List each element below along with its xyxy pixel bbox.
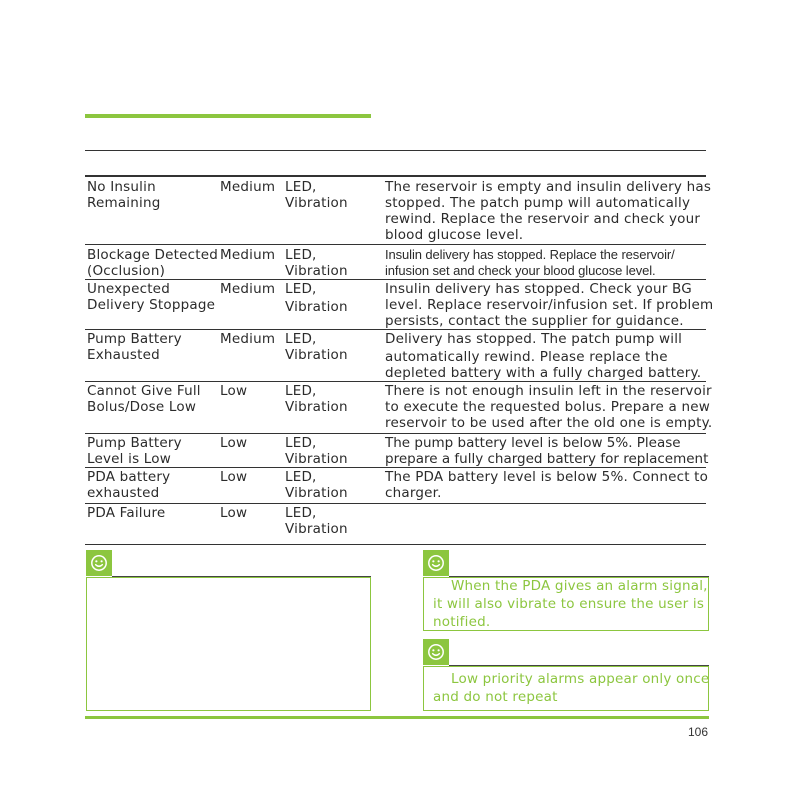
- alarm-priority: Medium: [220, 247, 276, 263]
- row-divider: [85, 279, 706, 280]
- footer-accent-bar: [85, 716, 709, 719]
- alarm-name: Pump Battery Exhausted: [87, 331, 182, 363]
- row-divider: [85, 381, 706, 382]
- alarm-description: Insulin delivery has stopped. Check your BG level. Replace reservoir/infusion set. If problem persists, contact the supplier for guidance.: [385, 281, 714, 329]
- alarm-priority: Medium: [220, 281, 276, 297]
- alarm-name: PDA Failure: [87, 505, 166, 521]
- alarm-name: Blockage Detected (Occlusion): [87, 247, 219, 279]
- tip-text: When the PDA gives an alarm signal, it will also vibrate to ensure the user is notified.: [433, 578, 708, 630]
- table-bottom-rule: [85, 544, 706, 545]
- alarm-priority: Low: [220, 383, 248, 399]
- row-divider: [85, 329, 706, 330]
- alarm-name: Unexpected Delivery Stoppage: [87, 281, 216, 313]
- alarm-priority: Low: [220, 505, 248, 521]
- alarm-indicator: LED, Vibration: [285, 247, 348, 279]
- smiley-icon: [423, 550, 449, 576]
- alarm-description: There is not enough insulin left in the reservoir to execute the requested bolus. Prepare a new reservoir to be used after the old one is empty.: [385, 383, 713, 431]
- smiley-icon: [423, 639, 449, 665]
- alarm-priority: Medium: [220, 331, 276, 347]
- alarm-indicator: LED, Vibration: [285, 505, 348, 537]
- alarm-name: PDA battery exhausted: [87, 469, 171, 501]
- alarm-name: No Insulin Remaining: [87, 179, 161, 211]
- alarm-indicator: LED, Vibration: [285, 331, 348, 363]
- alarm-indicator: LED, Vibration: [285, 281, 348, 315]
- alarm-priority: Medium: [220, 179, 276, 195]
- alarm-priority: Low: [220, 435, 248, 451]
- alarm-description: The reservoir is empty and insulin delivery has stopped. The patch pump will automatically rewind. Replace the reservoir and check your blood glucose level.: [385, 179, 712, 243]
- alarm-description: The PDA battery level is below 5%. Connect to charger.: [385, 469, 709, 501]
- tip-text: Low priority alarms appear only once and do not repeat: [433, 671, 710, 705]
- alarm-priority: Low: [220, 469, 248, 485]
- table-header-rule: [85, 175, 706, 177]
- alarm-indicator: LED, Vibration: [285, 179, 348, 211]
- alarm-indicator: LED, Vibration: [285, 469, 348, 501]
- alarm-description: Insulin delivery has stopped. Replace the reservoir/ infusion set and check your blood glucose level.: [385, 247, 675, 278]
- header-accent-bar: [85, 114, 371, 118]
- alarm-name: Pump Battery Level is Low: [87, 435, 182, 467]
- smiley-icon: [86, 550, 112, 576]
- page-number: 106: [687, 725, 708, 739]
- alarm-indicator: LED, Vibration: [285, 383, 348, 415]
- alarm-description: Delivery has stopped. The patch pump will automatically rewind. Please replace the depleted battery with a fully charged battery.: [385, 331, 702, 381]
- alarm-indicator: LED, Vibration: [285, 435, 348, 467]
- tip-box: [86, 577, 371, 711]
- row-divider: [85, 503, 706, 504]
- alarm-description: The pump battery level is below 5%. Please prepare a fully charged battery for replacement: [385, 435, 709, 467]
- alarm-name: Cannot Give Full Bolus/Dose Low: [87, 383, 201, 415]
- row-divider: [85, 433, 706, 434]
- row-divider: [85, 244, 706, 245]
- row-divider: [85, 467, 706, 468]
- table-top-rule: [85, 150, 706, 151]
